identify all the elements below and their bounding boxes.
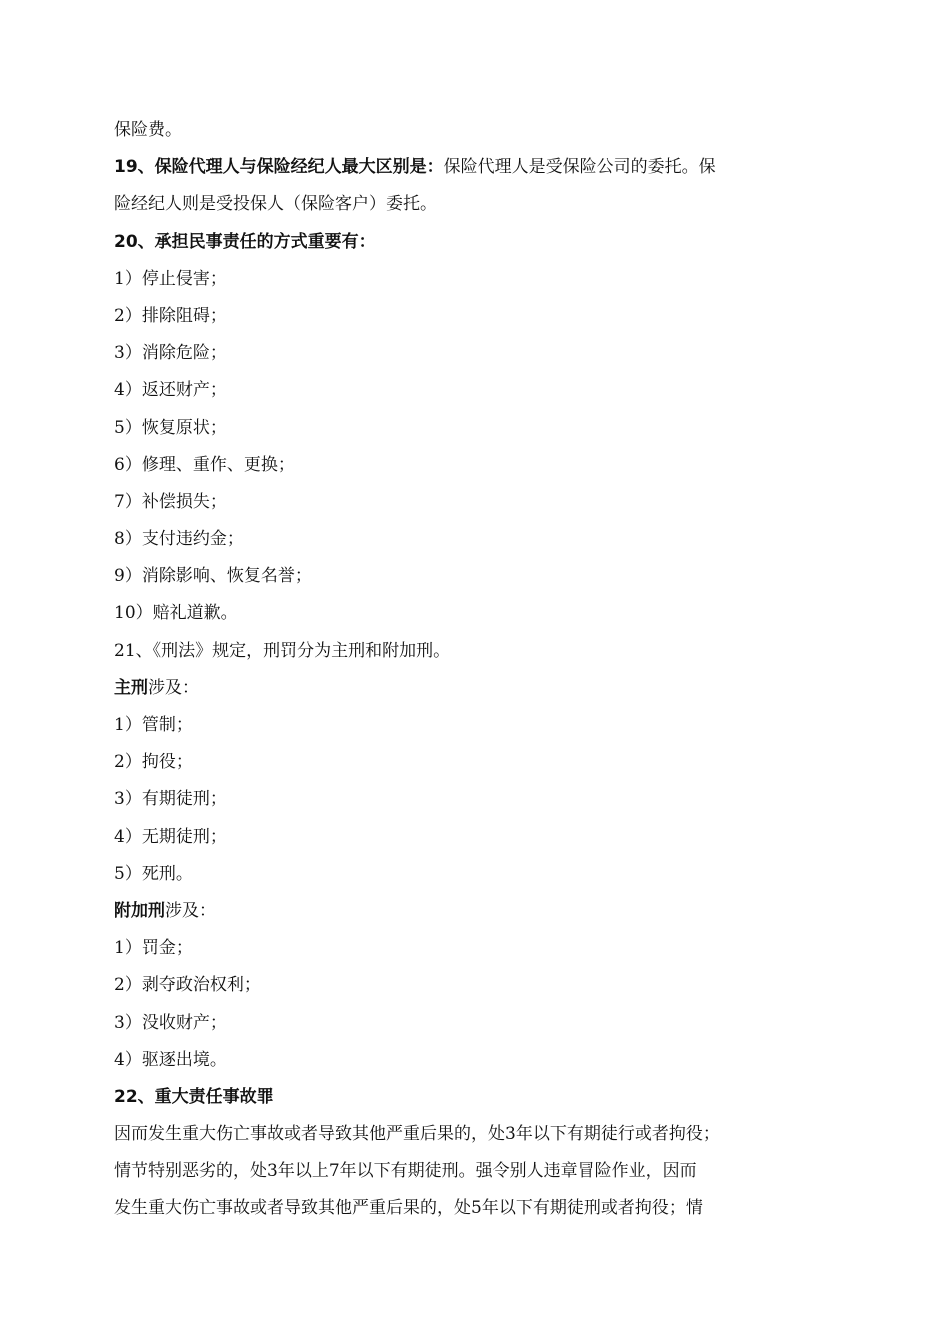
body-text: 8）支付违约金； <box>114 529 244 550</box>
list-item <box>114 484 800 521</box>
text-line <box>114 1153 800 1190</box>
list-item <box>114 521 800 558</box>
text-line <box>114 186 800 223</box>
body-text: 21、《刑法》规定，刑罚分为主刑和附加刑。 <box>114 640 451 661</box>
list-item <box>114 372 800 409</box>
body-text: 3）消除危险； <box>114 343 227 364</box>
list-item <box>114 707 800 744</box>
body-text: 涉及： <box>148 677 199 698</box>
list-item <box>114 1042 800 1079</box>
body-text: 4）返还财产； <box>114 380 227 401</box>
body-text: 保险代理人是受保险公司的委托。保 <box>443 157 716 178</box>
body-text: 1）管制； <box>114 715 193 735</box>
text-line <box>114 633 800 670</box>
body-text: 1）停止侵害； <box>114 268 227 289</box>
body-text: 9）消除影响、恢复名誉； <box>114 566 312 587</box>
body-text: 2）排除阻碍； <box>114 305 227 326</box>
bold-text: 22、重大责任事故罪 <box>114 1086 274 1107</box>
list-item <box>114 781 800 818</box>
list-item <box>114 447 800 484</box>
body-text: 10）赔礼道歉。 <box>114 603 238 624</box>
text-line <box>114 1190 800 1227</box>
body-text: 4）驱逐出境。 <box>114 1049 227 1070</box>
bold-text: 20、承担民事责任的方式重要有： <box>114 231 376 252</box>
bold-text: 主刑 <box>114 677 148 698</box>
list-item <box>114 261 800 298</box>
list-item <box>114 335 800 372</box>
document-body <box>114 112 800 1228</box>
body-text: 6）修理、重作、更换； <box>114 454 295 475</box>
body-text: 涉及： <box>165 900 216 921</box>
body-text: 1）罚金； <box>114 938 193 959</box>
body-text: 7）补偿损失； <box>114 491 227 512</box>
list-item <box>114 856 800 893</box>
list-item <box>114 819 800 856</box>
list-item <box>114 558 800 595</box>
body-text: 5）死刑。 <box>114 863 193 884</box>
section-heading <box>114 224 800 261</box>
body-text: 2）剥夺政治权利； <box>114 975 261 996</box>
body-text: 4）无期徒刑； <box>114 826 227 847</box>
body-text: 因而发生重大伤亡事故或者导致其他严重后果的，处3年以下有期徒行或者拘役； <box>114 1124 720 1145</box>
list-item <box>114 410 800 447</box>
list-item <box>114 595 800 632</box>
section-heading <box>114 1079 800 1116</box>
subsection-heading <box>114 670 800 707</box>
body-text: 发生重大伤亡事故或者导致其他严重后果的，处5年以下有期徒刑或者拘役；情 <box>114 1198 703 1219</box>
text-line <box>114 1116 800 1153</box>
list-item <box>114 930 800 967</box>
text-line <box>114 149 800 186</box>
list-item <box>114 967 800 1004</box>
list-item <box>114 298 800 335</box>
bold-text: 19、保险代理人与保险经纪人最大区别是： <box>114 157 444 178</box>
body-text: 保险费。 <box>114 120 182 140</box>
subsection-heading <box>114 893 800 930</box>
body-text: 3）没收财产； <box>114 1012 227 1033</box>
list-item <box>114 1005 800 1042</box>
body-text: 险经纪人则是受投保人（保险客户）委托。 <box>114 194 437 215</box>
body-text: 5）恢复原状； <box>114 417 227 438</box>
body-text: 情节特别恶劣的，处3年以上7年以下有期徒刑。强令别人违章冒险作业，因而 <box>114 1161 697 1182</box>
list-item <box>114 744 800 781</box>
body-text: 3）有期徒刑； <box>114 789 227 810</box>
text-line <box>114 112 800 149</box>
bold-text: 附加刑 <box>114 900 165 921</box>
body-text: 2）拘役； <box>114 752 193 773</box>
